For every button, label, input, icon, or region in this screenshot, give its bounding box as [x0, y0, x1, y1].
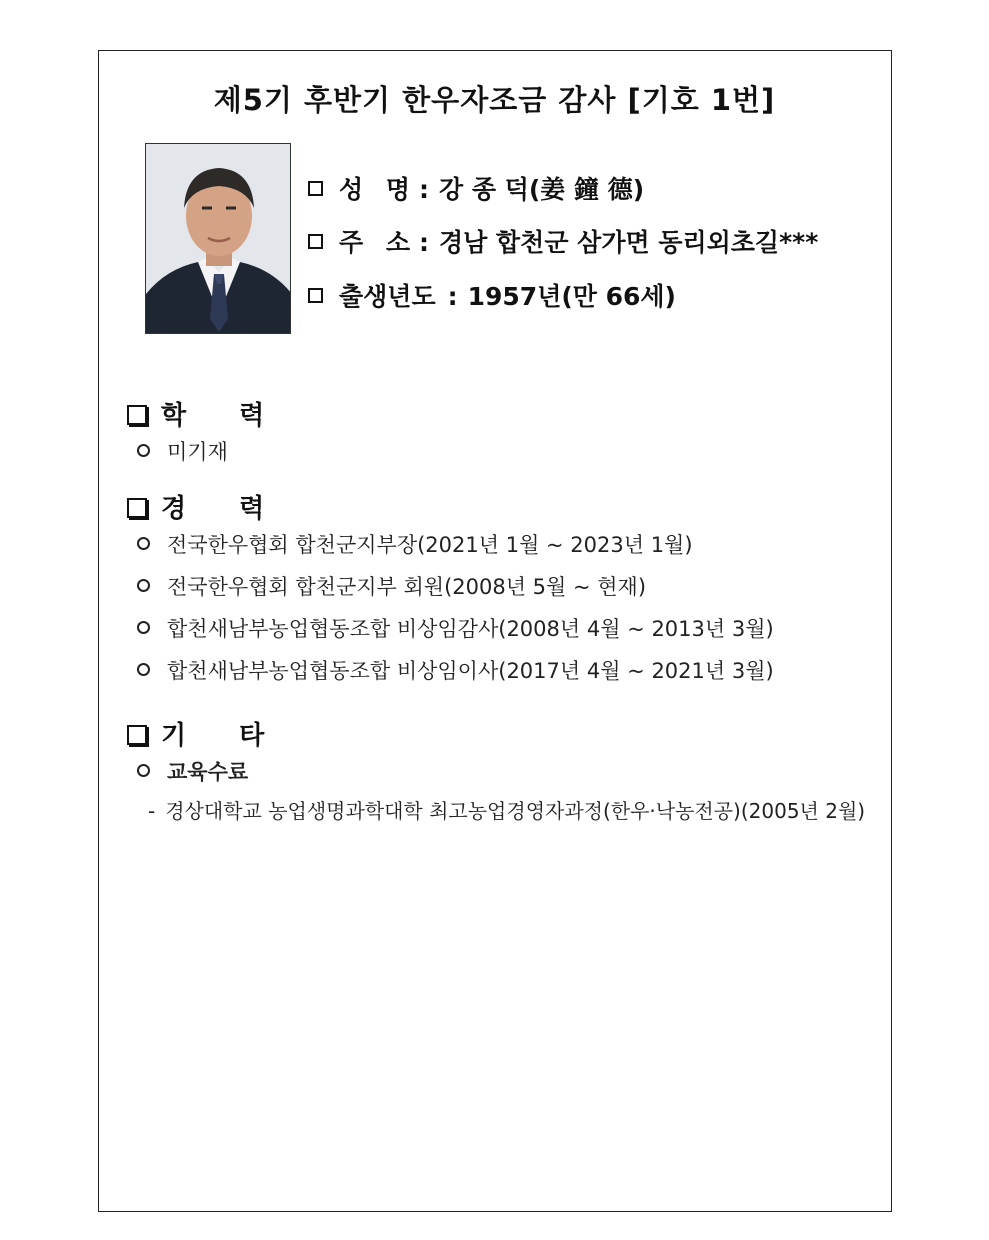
birth-label: 출생년도 — [339, 282, 436, 311]
etc-heading: 기 타 — [127, 715, 286, 752]
list-item: 합천새남부농업협동조합 비상임이사(2017년 4월 ~ 2021년 3월) — [137, 655, 774, 685]
circle-bullet-icon — [137, 579, 150, 592]
square-bullet-icon — [308, 181, 323, 196]
list-item: 전국한우협회 합천군지부 회원(2008년 5월 ~ 현재) — [137, 571, 646, 601]
birth-value: 1957년(만 66세) — [467, 282, 676, 311]
list-item: 교육수료 — [137, 756, 248, 786]
name-value: 강 종 덕(姜 鐘 德) — [439, 175, 645, 204]
square-bullet-icon — [127, 405, 147, 425]
circle-bullet-icon — [137, 444, 150, 457]
list-item: 미기재 — [137, 436, 228, 466]
square-bullet-icon — [127, 498, 147, 518]
career-heading: 경 력 — [127, 488, 286, 525]
education-heading: 학 력 — [127, 395, 286, 432]
name-row: 성 명: 강 종 덕(姜 鐘 德) — [308, 170, 644, 206]
address-row: 주 소: 경남 합천군 삼가면 동리외초길*** — [308, 223, 818, 259]
circle-bullet-icon — [137, 621, 150, 634]
list-item: 합천새남부농업협동조합 비상임감사(2008년 4월 ~ 2013년 3월) — [137, 613, 774, 643]
address-label: 주 소 — [339, 228, 418, 257]
square-bullet-icon — [308, 288, 323, 303]
circle-bullet-icon — [137, 764, 150, 777]
circle-bullet-icon — [137, 537, 150, 550]
name-label: 성 명 — [339, 175, 418, 204]
square-bullet-icon — [308, 234, 323, 249]
education-detail: - 경상대학교 농업생명과학대학 최고농업경영자과정(한우·낙농전공)(2005년 2월) — [148, 799, 866, 823]
page-title: 제5기 후반기 한우자조금 감사 [기호 1번] — [213, 83, 776, 117]
circle-bullet-icon — [137, 663, 150, 676]
square-bullet-icon — [127, 725, 147, 745]
list-item: 전국한우협회 합천군지부장(2021년 1월 ~ 2023년 1월) — [137, 529, 693, 559]
birth-row: 출생년도 : 1957년(만 66세) — [308, 277, 676, 313]
address-value: 경남 합천군 삼가면 동리외초길*** — [439, 228, 819, 257]
portrait-photo — [145, 143, 291, 334]
